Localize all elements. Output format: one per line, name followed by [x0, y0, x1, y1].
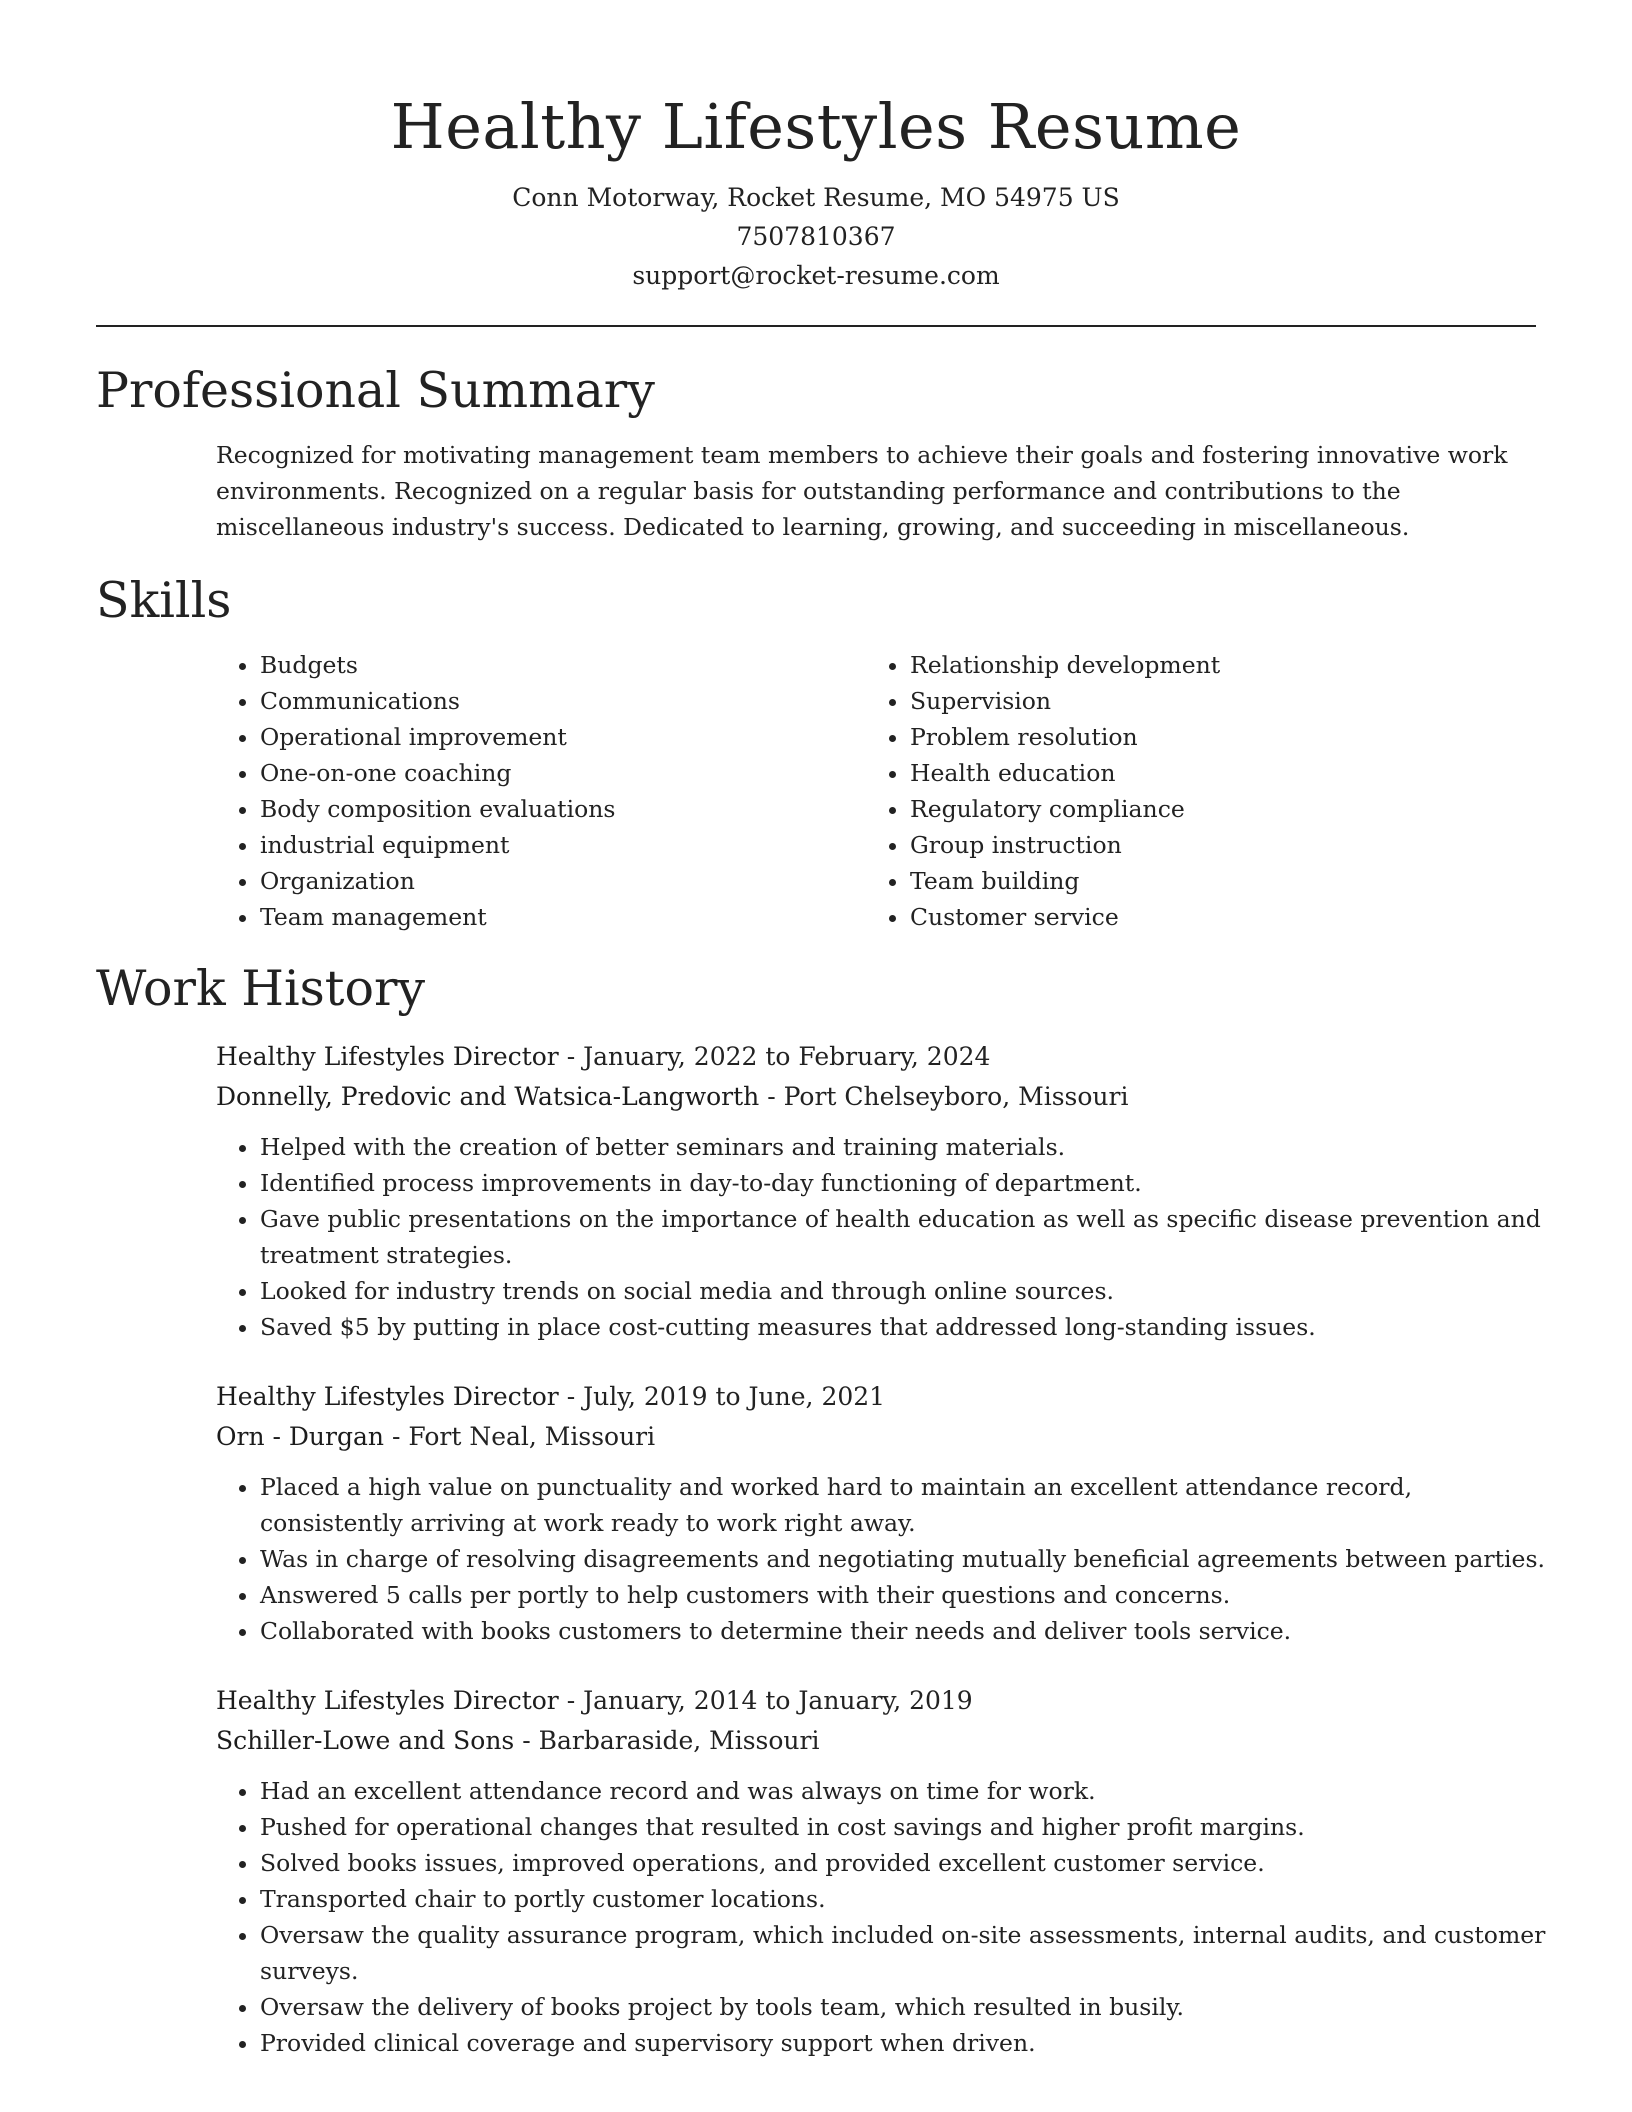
skill-item: • Body composition evaluations: [260, 791, 866, 827]
phone: 7507810367: [736, 222, 896, 251]
skill-item: • Team building: [910, 863, 1220, 899]
job-entry: [216, 1037, 1541, 1345]
job-bullet: • Solved books issues, improved operations, and provided excellent customer service.: [260, 1845, 1550, 1881]
job-title: Healthy Lifestyles Director: [216, 1382, 559, 1411]
header-divider: [96, 325, 1536, 327]
resume-name: Healthy Lifestyles Resume: [390, 90, 1242, 163]
job-title-line: Healthy Lifestyles Director - January, 2022 to February, 2024: [216, 1042, 991, 1071]
summary-text: Recognized for motivating management team members to achieve their goals and fostering innovative work environments. Recognized on a regular basis for outstanding performance and contributions to the miscellaneous industry's success. Dedicated to learning, growing, and succeeding in miscellaneous.: [216, 441, 1508, 541]
summary-heading: Professional Summary: [96, 362, 655, 419]
job-bullets: [216, 1129, 1550, 1345]
job-company: Schiller-Lowe and Sons: [216, 1726, 515, 1755]
job-bullet: • Saved $5 by putting in place cost-cutting measures that addressed long-standing issues.: [260, 1309, 1550, 1345]
skill-item: • Customer service: [910, 899, 1220, 935]
job-title-line: Healthy Lifestyles Director - July, 2019 to June, 2021: [216, 1382, 886, 1411]
job-bullets: [216, 1469, 1550, 1649]
skill-item: • Group instruction: [910, 827, 1220, 863]
skill-item: • Budgets: [260, 647, 866, 683]
job-bullet: • Transported chair to portly customer locations.: [260, 1881, 1550, 1917]
skill-item: • Regulatory compliance: [910, 791, 1220, 827]
job-bullet: • Collaborated with books customers to determine their needs and deliver tools service.: [260, 1613, 1550, 1649]
job-company-line: Donnelly, Predovic and Watsica-Langworth - Port Chelseyboro, Missouri: [216, 1082, 1129, 1111]
job-bullet: • Had an excellent attendance record and was always on time for work.: [260, 1773, 1550, 1809]
job-title: Healthy Lifestyles Director: [216, 1686, 559, 1715]
job-bullets: [216, 1773, 1550, 2061]
skills-column-1: [216, 647, 866, 935]
job-company-line: Orn - Durgan - Fort Neal, Missouri: [216, 1422, 656, 1451]
job-dates: January, 2022 to February, 2024: [583, 1042, 991, 1071]
contact-block: [96, 178, 1536, 295]
skill-item: • Team management: [260, 899, 866, 935]
job-entry: [216, 1681, 1546, 2061]
job-bullet: • Placed a high value on punctuality and worked hard to maintain an excellent attendance record, consistently arriving at work ready to work right away.: [260, 1469, 1550, 1541]
job-bullet: • Answered 5 calls per portly to help customers with their questions and concerns.: [260, 1577, 1550, 1613]
job-company-line: Schiller-Lowe and Sons - Barbaraside, Missouri: [216, 1726, 820, 1755]
resume-header: [96, 0, 1536, 295]
skills-list: [216, 647, 1536, 935]
job-entry: [216, 1377, 1545, 1649]
skill-item: • One-on-one coaching: [260, 755, 866, 791]
job-location: Fort Neal, Missouri: [408, 1422, 656, 1451]
job-company: Orn - Durgan: [216, 1422, 384, 1451]
job-bullet: • Pushed for operational changes that resulted in cost savings and higher profit margins.: [260, 1809, 1550, 1845]
job-bullet: • Provided clinical coverage and supervisory support when driven.: [260, 2025, 1550, 2061]
skill-item: • industrial equipment: [260, 827, 866, 863]
skill-item: • Operational improvement: [260, 719, 866, 755]
job-bullet: • Oversaw the delivery of books project by tools team, which resulted in busily.: [260, 1989, 1550, 2025]
job-bullet: • Gave public presentations on the importance of health education as well as specific disease prevention and treatment strategies.: [260, 1201, 1550, 1273]
skill-item: • Supervision: [910, 683, 1220, 719]
skill-item: • Problem resolution: [910, 719, 1220, 755]
skill-item: • Health education: [910, 755, 1220, 791]
job-title: Healthy Lifestyles Director: [216, 1042, 559, 1071]
address: Conn Motorway, Rocket Resume, MO 54975 US: [512, 183, 1120, 212]
skill-item: • Relationship development: [910, 647, 1220, 683]
work-history-heading: Work History: [96, 960, 426, 1017]
skills-column-2: [866, 647, 1220, 935]
job-location: Port Chelseyboro, Missouri: [783, 1082, 1129, 1111]
job-location: Barbaraside, Missouri: [538, 1726, 820, 1755]
job-dates: January, 2014 to January, 2019: [583, 1686, 973, 1715]
resume-page: [96, 0, 1546, 2061]
job-bullet: • Helped with the creation of better seminars and training materials.: [260, 1129, 1550, 1165]
job-bullet: • Identified process improvements in day-to-day functioning of department.: [260, 1165, 1550, 1201]
skill-item: • Communications: [260, 683, 866, 719]
job-bullet: • Looked for industry trends on social media and through online sources.: [260, 1273, 1550, 1309]
skill-item: • Organization: [260, 863, 866, 899]
skills-heading: Skills: [96, 572, 232, 629]
job-bullet: • Oversaw the quality assurance program, which included on-site assessments, internal audits, and customer surveys.: [260, 1917, 1550, 1989]
email: support@rocket-resume.com: [632, 261, 1000, 290]
job-company: Donnelly, Predovic and Watsica-Langworth: [216, 1082, 760, 1111]
job-dates: July, 2019 to June, 2021: [583, 1382, 886, 1411]
job-bullet: • Was in charge of resolving disagreements and negotiating mutually beneficial agreements between parties.: [260, 1541, 1550, 1577]
job-title-line: Healthy Lifestyles Director - January, 2014 to January, 2019: [216, 1686, 973, 1715]
